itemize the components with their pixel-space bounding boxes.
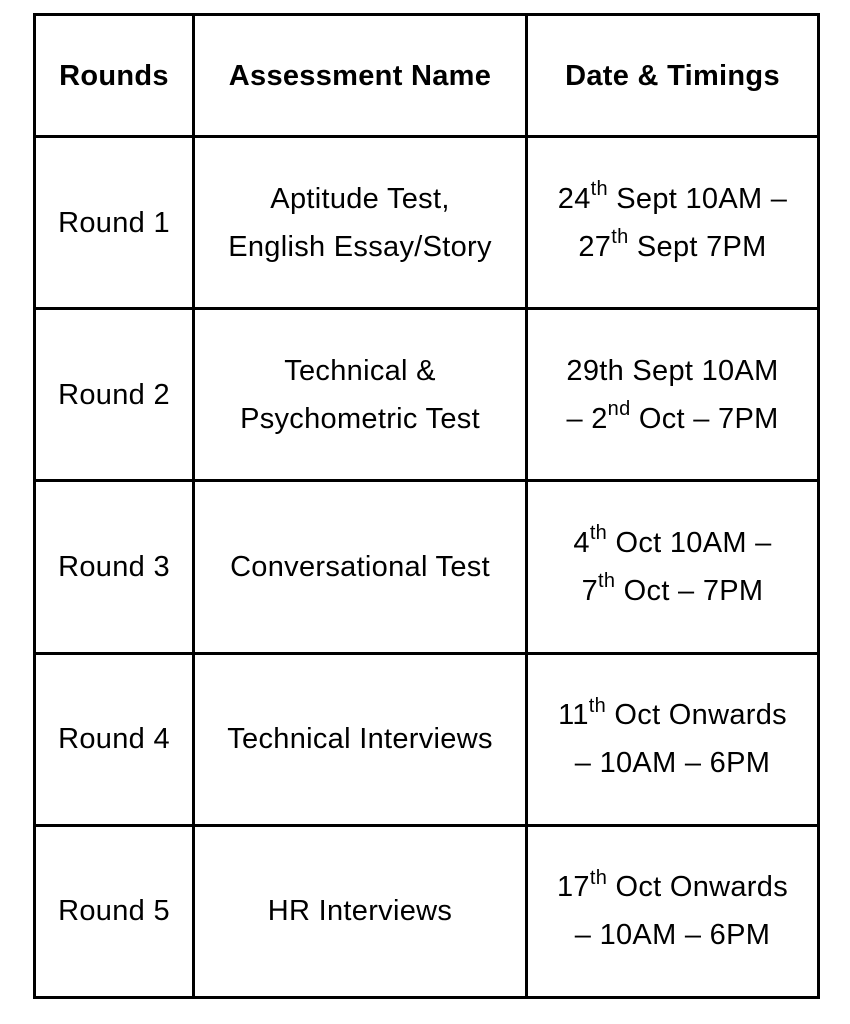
header-date-timings: Date & Timings bbox=[527, 15, 819, 137]
assessment-schedule-table bbox=[33, 13, 820, 999]
table-row bbox=[35, 825, 819, 997]
date-cell bbox=[527, 653, 819, 825]
date-line bbox=[536, 519, 809, 567]
table-row bbox=[35, 137, 819, 309]
date-number: 4 bbox=[573, 526, 590, 559]
round-cell: Round 3 bbox=[35, 481, 194, 653]
date-cell bbox=[527, 481, 819, 653]
assessment-cell: HR Interviews bbox=[194, 825, 527, 997]
date-number: 24 bbox=[557, 182, 591, 215]
date-text: – 2 bbox=[566, 402, 608, 435]
round-cell: Round 1 bbox=[35, 137, 194, 309]
date-number: 11 bbox=[558, 699, 589, 732]
date-line: 29th Sept 10AM bbox=[566, 354, 779, 387]
table-row bbox=[35, 309, 819, 481]
assessment-line: English Essay/Story bbox=[228, 230, 492, 263]
date-ordinal-suffix: th bbox=[598, 570, 616, 593]
assessment-cell: Conversational Test bbox=[194, 481, 527, 653]
date-line: – 10AM – 6PM bbox=[574, 919, 771, 952]
date-line: – 10AM – 6PM bbox=[574, 747, 771, 780]
date-line bbox=[536, 863, 809, 911]
date-text: Oct – 7PM bbox=[615, 574, 764, 607]
date-ordinal-suffix: th bbox=[589, 866, 608, 889]
date-text: Oct – 7PM bbox=[630, 402, 779, 435]
date-cell bbox=[527, 825, 819, 997]
date-line bbox=[536, 395, 809, 443]
assessment-line: Aptitude Test, bbox=[270, 182, 450, 215]
round-cell: Round 4 bbox=[35, 653, 194, 825]
table-row bbox=[35, 481, 819, 653]
assessment-line: Psychometric Test bbox=[240, 402, 480, 435]
date-line bbox=[536, 223, 809, 271]
assessment-cell bbox=[194, 137, 527, 309]
header-assessment-name: Assessment Name bbox=[194, 15, 527, 137]
table-header-row bbox=[35, 15, 819, 137]
assessment-cell bbox=[194, 309, 527, 481]
date-number: 17 bbox=[556, 871, 590, 904]
date-text: Sept 10AM – bbox=[607, 182, 788, 215]
date-number: 27 bbox=[578, 230, 612, 263]
date-line bbox=[536, 175, 809, 223]
header-rounds: Rounds bbox=[35, 15, 194, 137]
assessment-line: Technical & bbox=[284, 354, 436, 387]
date-text: Oct 10AM – bbox=[607, 526, 772, 559]
table-row bbox=[35, 653, 819, 825]
date-ordinal-suffix: th bbox=[588, 694, 607, 717]
assessment-cell: Technical Interviews bbox=[194, 653, 527, 825]
date-cell bbox=[527, 309, 819, 481]
date-cell bbox=[527, 137, 819, 309]
date-line bbox=[536, 567, 809, 615]
date-number: 7 bbox=[581, 574, 599, 607]
date-text: Sept 7PM bbox=[628, 230, 767, 263]
date-line bbox=[536, 691, 809, 739]
date-text: Oct Onwards bbox=[606, 699, 787, 732]
date-text: Oct Onwards bbox=[607, 871, 788, 904]
date-ordinal-suffix: th bbox=[590, 177, 608, 200]
date-ordinal-suffix: th bbox=[611, 225, 629, 248]
round-cell: Round 2 bbox=[35, 309, 194, 481]
date-ordinal-suffix: nd bbox=[607, 398, 631, 421]
date-ordinal-suffix: th bbox=[589, 522, 608, 545]
round-cell: Round 5 bbox=[35, 825, 194, 997]
